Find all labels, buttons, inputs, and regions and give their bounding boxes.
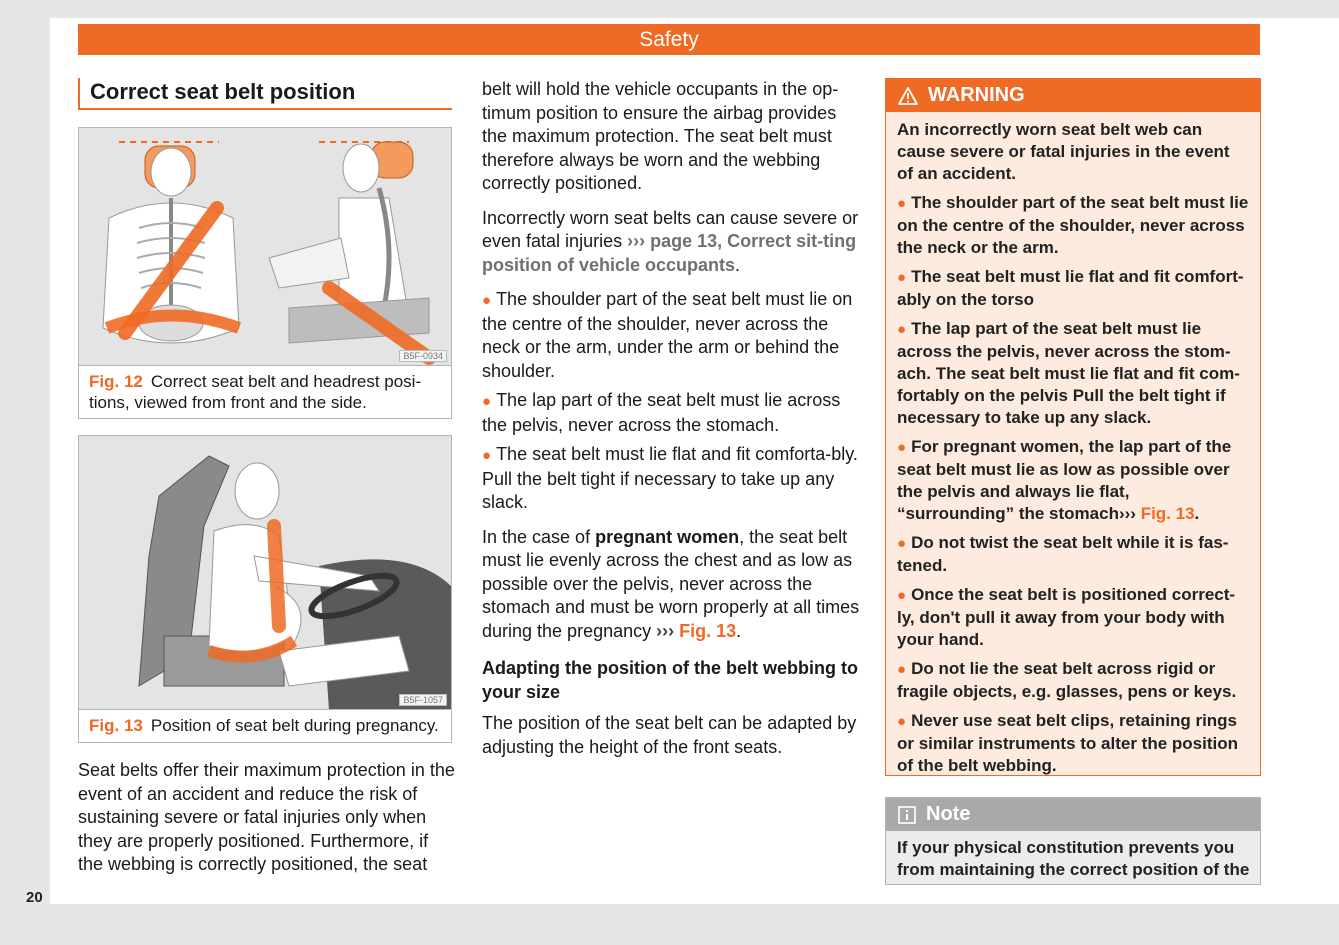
bullet-dot-icon: ●: [482, 447, 492, 464]
injury-text: Incorrectly worn seat belts can cause severe or even fatal injuries: [482, 207, 859, 251]
bullet-dot-icon: ●: [897, 439, 907, 456]
note-header: [886, 798, 1260, 831]
injury-paragraph: [482, 207, 860, 278]
bullet-text: The lap part of the seat belt must lie across the pelvis, never across the stomach.: [482, 390, 841, 435]
fig-ref-arrow: ›››: [656, 620, 675, 641]
warning-bullet-text: The shoulder part of the seat belt must lie on the centre of the shoulder, never across the neck or the arm.: [897, 193, 1249, 257]
warning-triangle-icon: [898, 87, 918, 105]
figure-12-label: Fig. 12: [89, 372, 143, 391]
pregnancy-bold: pregnant women: [595, 526, 740, 547]
fig-ref-arrow: ›››: [1118, 504, 1136, 523]
fig13-ref-link[interactable]: Fig. 13: [679, 620, 737, 641]
warning-bullet: [897, 658, 1250, 703]
bullet-item: [482, 389, 860, 437]
middle-column: [482, 78, 860, 770]
page-number: 20: [26, 889, 43, 906]
intro-paragraph: Seat belts offer their maximum protection in the event of an accident and reduce the risk of sustaining severe or fatal injuries only when they are properly positioned. Furthermore, if the webbing is correctly positioned, the seat: [78, 760, 455, 874]
warning-bullet: [897, 192, 1250, 259]
bullet-dot-icon: ●: [897, 195, 907, 212]
adapting-paragraph: The position of the seat belt can be adapted by adjusting the height of the front seats.: [482, 713, 857, 757]
figure-12: [78, 127, 452, 419]
warning-bullet-end: .: [1194, 504, 1200, 523]
figure-13-label: Fig. 13: [89, 716, 143, 735]
pregnancy-text-rest: , the seat belt must lie evenly across the chest and as low as possible over the pelvis, never across the stomach and must be worn properly at all times during the pregnancy: [482, 526, 860, 641]
bullet-dot-icon: ●: [897, 535, 907, 552]
bullet-dot-icon: ●: [482, 393, 492, 410]
chapter-header: Safety: [78, 24, 1260, 55]
warning-bullet-text: The seat belt must lie flat and fit comfort-ably on the torso: [897, 267, 1244, 309]
bullet-dot-icon: ●: [897, 587, 907, 604]
warning-header: [886, 79, 1260, 112]
bullet-dot-icon: ●: [897, 713, 907, 730]
note-title: Note: [926, 803, 971, 825]
warning-bullet-text: Never use seat belt clips, retaining rings or similar instruments to alter the position of the belt webbing.: [897, 711, 1238, 775]
bullet-text: The seat belt must lie flat and fit comforta-bly. Pull the belt tight if necessary to take up any slack.: [482, 444, 858, 512]
warning-bullet: [897, 318, 1250, 429]
warning-intro: An incorrectly worn seat belt web can cause severe or fatal injuries in the event of an accident.: [897, 120, 1230, 183]
warning-box: [885, 78, 1261, 776]
figure-13-caption-text: Position of seat belt during pregnancy.: [150, 716, 439, 735]
warning-bullet-text: Once the seat belt is positioned correct-ly, don't pull it away from your body with your hand.: [897, 585, 1236, 649]
warning-bullet: [897, 436, 1250, 525]
warning-body: [886, 112, 1260, 777]
bullet-item: [482, 443, 860, 515]
warning-bullet-text: For pregnant women, the lap part of the seat belt must lie as low as possible over the pelvis and always lie flat, “surrounding” the stomach: [897, 437, 1232, 523]
bullet-dot-icon: ●: [897, 321, 907, 338]
pregnancy-end: .: [736, 620, 742, 641]
warning-bullet: [897, 266, 1250, 311]
figure-13-code: B5F-1057: [399, 694, 447, 706]
adapting-subheading: Adapting the position of the belt webbing to your size: [482, 658, 858, 702]
pregnancy-paragraph: [482, 526, 860, 644]
pregnancy-text-start: In the case of: [482, 526, 591, 547]
warning-bullet-text: Do not lie the seat belt across rigid or fragile objects, e.g. glasses, pens or keys.: [897, 659, 1237, 701]
figure-13-image: [79, 436, 451, 710]
figure-12-caption-text: Correct seat belt and headrest posi-tions, viewed from front and the side.: [89, 372, 422, 412]
bullet-item: [482, 288, 860, 383]
bullet-dot-icon: ●: [482, 292, 492, 309]
warning-bullet-text: Do not twist the seat belt while it is fas-tened.: [897, 533, 1229, 575]
figure-12-code: B5F-0934: [399, 350, 447, 362]
injury-end: .: [735, 254, 741, 275]
info-icon: [898, 806, 916, 824]
figure-13-caption: [79, 710, 451, 741]
note-box: [885, 797, 1261, 885]
manual-page: [50, 18, 1339, 904]
fig13-ref-link[interactable]: Fig. 13: [1140, 504, 1195, 523]
page-ref-arrow: ›››: [627, 231, 646, 251]
warning-bullet: [897, 584, 1250, 651]
note-text: If your physical constitution prevents you from maintaining the correct position of the: [897, 838, 1250, 879]
warning-bullet: [897, 532, 1250, 577]
continued-paragraph: belt will hold the vehicle occupants in the op-timum position to ensure the airbag provides the maximum protection. The seat belt must therefore always be worn and the webbing correctly positioned.: [482, 79, 839, 193]
section-title: Correct seat belt position: [78, 78, 452, 110]
pregnant-driver-illustration: [79, 436, 451, 710]
seatbelt-front-side-illustration: [79, 128, 451, 366]
warning-title: WARNING: [928, 84, 1025, 106]
figure-13: [78, 435, 452, 743]
bullet-dot-icon: ●: [897, 661, 907, 678]
figure-12-image: [79, 128, 451, 366]
bullet-text: The shoulder part of the seat belt must lie on the centre of the shoulder, never across the neck or the arm, under the arm or behind the shoulder.: [482, 289, 853, 381]
warning-bullet: [897, 710, 1250, 777]
page-ref-link[interactable]: page 13, Correct sit-ting position of vehicle occupants: [482, 231, 857, 275]
figure-12-caption: [79, 366, 451, 418]
warning-bullet-text: The lap part of the seat belt must lie across the pelvis, never across the stom-ach. The seat belt must lie flat and fit com-fortably on the pelvis Pull the belt tight if necessary to take up any slack.: [897, 319, 1240, 427]
bullet-dot-icon: ●: [897, 269, 907, 286]
